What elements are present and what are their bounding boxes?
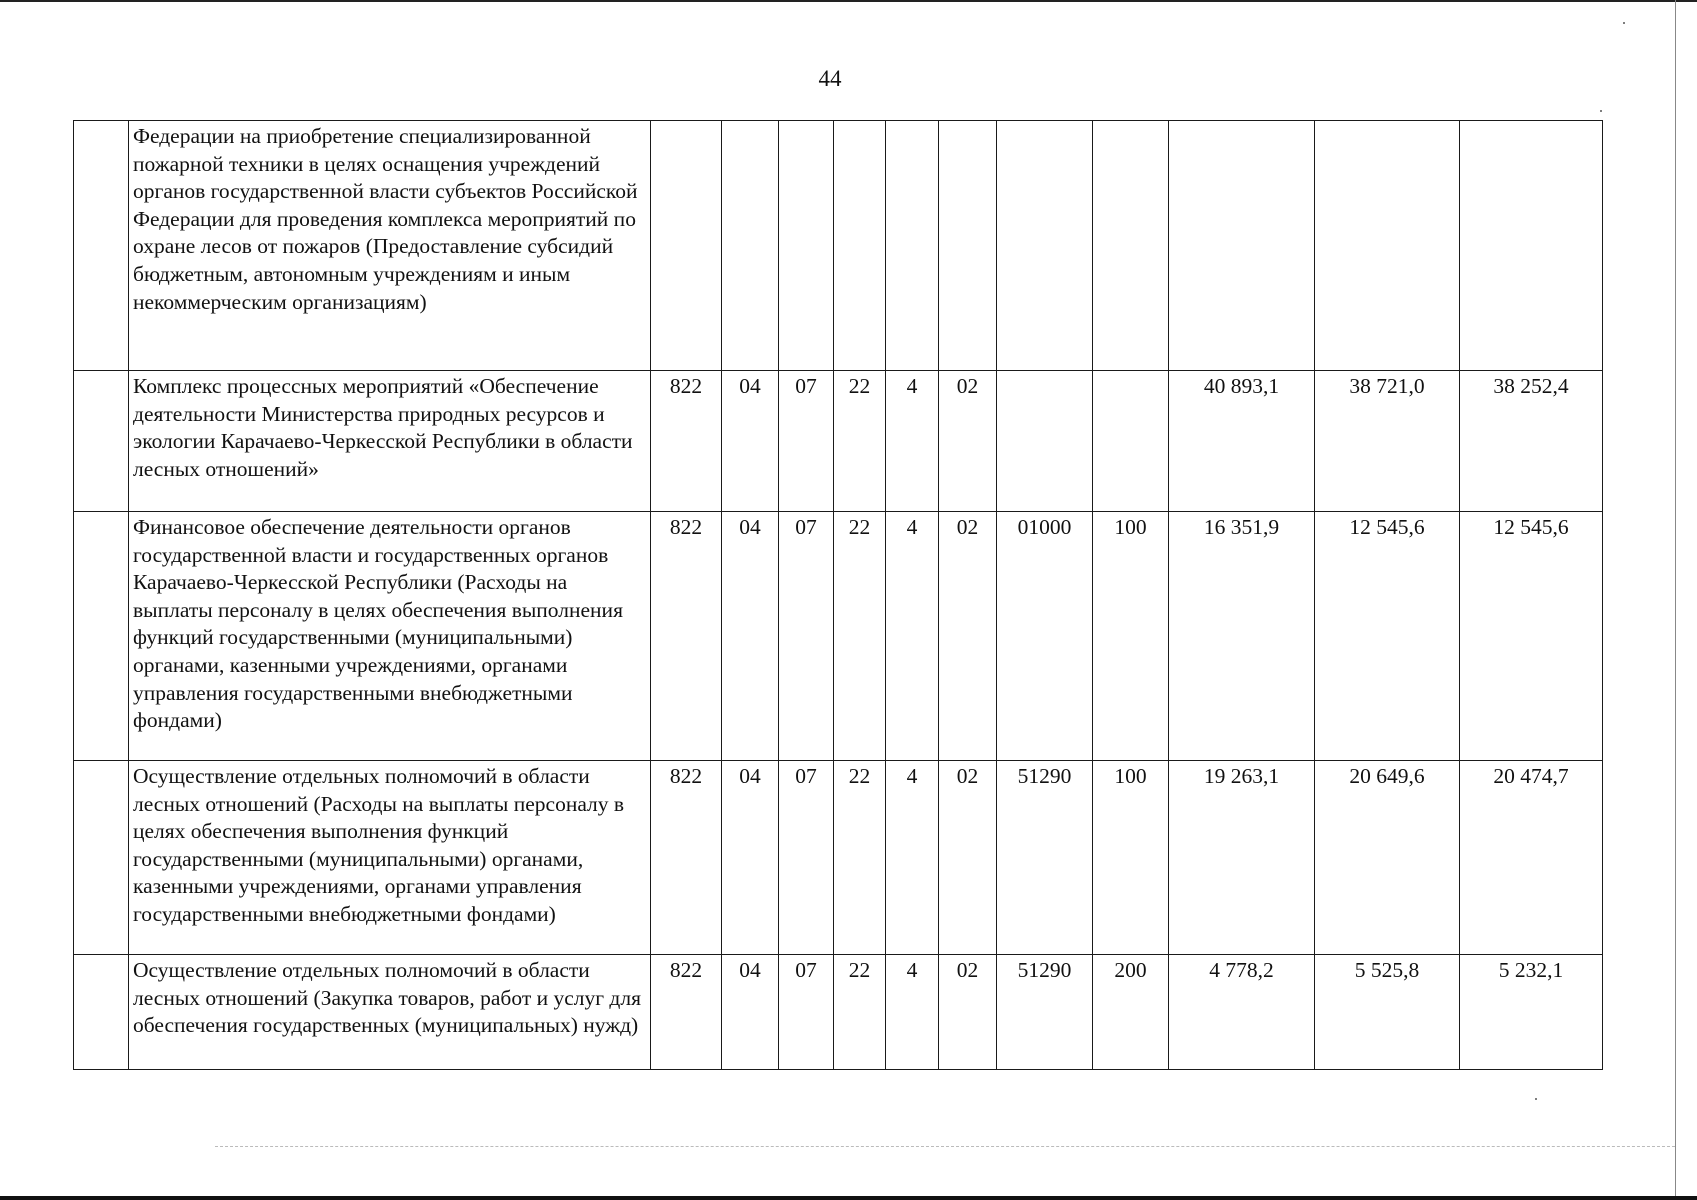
code-type-cell: 4 xyxy=(886,512,939,761)
code-section-cell: 04 xyxy=(722,512,779,761)
amount-year1-cell: 19 263,1 xyxy=(1169,761,1315,955)
description-cell: Осуществление отдельных полномочий в области лесных отношений (Расходы на выплаты персоналу в целях обеспечения выполнения функций государственными (муниципальными) органами, казенными учреждениями, органами управления государственными внебюджетными фондами) xyxy=(129,761,651,955)
amount-year1-cell: 40 893,1 xyxy=(1169,371,1315,512)
code-expense-type-cell: 200 xyxy=(1093,955,1169,1070)
row-index-cell xyxy=(74,955,129,1070)
code-section-cell: 04 xyxy=(722,371,779,512)
code-ministry-cell: 822 xyxy=(651,512,722,761)
code-complex-cell: 02 xyxy=(939,371,997,512)
page-number: 44 xyxy=(818,66,842,91)
code-type-cell: 4 xyxy=(886,955,939,1070)
code-direction-cell: 01000 xyxy=(997,512,1093,761)
code-program-cell: 22 xyxy=(834,761,886,955)
table-row xyxy=(74,955,1603,1070)
amount-year3-cell: 38 252,4 xyxy=(1460,371,1603,512)
table-row xyxy=(74,121,1603,371)
description-cell: Осуществление отдельных полномочий в области лесных отношений (Закупка товаров, работ и услуг для обеспечения государственных (муниципальных) нужд) xyxy=(129,955,651,1070)
amount-year2-cell: 5 525,8 xyxy=(1315,955,1460,1070)
code-section-cell: 04 xyxy=(722,761,779,955)
amount-year1-cell xyxy=(1169,121,1315,371)
scan-bottom-edge xyxy=(0,1196,1697,1200)
code-direction-cell xyxy=(997,121,1093,371)
code-section-cell xyxy=(722,121,779,371)
amount-year1-cell: 4 778,2 xyxy=(1169,955,1315,1070)
row-index-cell xyxy=(74,512,129,761)
scan-speck xyxy=(1535,1098,1537,1100)
code-ministry-cell xyxy=(651,121,722,371)
amount-year3-cell: 20 474,7 xyxy=(1460,761,1603,955)
code-complex-cell xyxy=(939,121,997,371)
code-subsection-cell: 07 xyxy=(779,955,834,1070)
code-ministry-cell: 822 xyxy=(651,761,722,955)
code-direction-cell xyxy=(997,371,1093,512)
code-expense-type-cell: 100 xyxy=(1093,512,1169,761)
code-subsection-cell: 07 xyxy=(779,512,834,761)
code-program-cell xyxy=(834,121,886,371)
table-row xyxy=(74,371,1603,512)
code-expense-type-cell: 100 xyxy=(1093,761,1169,955)
scan-right-edge xyxy=(1675,0,1676,1200)
code-program-cell: 22 xyxy=(834,512,886,761)
code-complex-cell: 02 xyxy=(939,512,997,761)
code-type-cell: 4 xyxy=(886,761,939,955)
table-row xyxy=(74,512,1603,761)
code-type-cell: 4 xyxy=(886,371,939,512)
code-direction-cell: 51290 xyxy=(997,761,1093,955)
code-section-cell: 04 xyxy=(722,955,779,1070)
amount-year2-cell: 38 721,0 xyxy=(1315,371,1460,512)
code-program-cell: 22 xyxy=(834,371,886,512)
code-expense-type-cell xyxy=(1093,121,1169,371)
scan-dashed-line xyxy=(215,1146,1675,1147)
amount-year2-cell: 20 649,6 xyxy=(1315,761,1460,955)
row-index-cell xyxy=(74,761,129,955)
code-subsection-cell: 07 xyxy=(779,761,834,955)
description-cell: Финансовое обеспечение деятельности органов государственной власти и государственных органов Карачаево-Черкесской Республики (Расходы на выплаты персоналу в целях обеспечения выполнения функций государственными (муниципальными) органами, казенными учреждениями, органами управления государственными внебюджетными фондами) xyxy=(129,512,651,761)
amount-year3-cell: 12 545,6 xyxy=(1460,512,1603,761)
table-row xyxy=(74,761,1603,955)
code-subsection-cell xyxy=(779,121,834,371)
code-type-cell xyxy=(886,121,939,371)
scan-speck xyxy=(1623,22,1625,24)
code-subsection-cell: 07 xyxy=(779,371,834,512)
code-complex-cell: 02 xyxy=(939,761,997,955)
code-ministry-cell: 822 xyxy=(651,955,722,1070)
code-program-cell: 22 xyxy=(834,955,886,1070)
code-expense-type-cell xyxy=(1093,371,1169,512)
budget-table xyxy=(73,120,1603,1070)
row-index-cell xyxy=(74,371,129,512)
amount-year2-cell xyxy=(1315,121,1460,371)
code-direction-cell: 51290 xyxy=(997,955,1093,1070)
code-complex-cell: 02 xyxy=(939,955,997,1070)
scan-top-edge xyxy=(0,0,1697,2)
row-index-cell xyxy=(74,121,129,371)
description-cell: Федерации на приобретение специализированной пожарной техники в целях оснащения учреждений органов государственной власти субъектов Российской Федерации для проведения комплекса мероприятий по охране лесов от пожаров (Предоставление субсидий бюджетным, автономным учреждениям и иным некоммерческим организациям) xyxy=(129,121,651,371)
amount-year3-cell: 5 232,1 xyxy=(1460,955,1603,1070)
code-ministry-cell: 822 xyxy=(651,371,722,512)
amount-year1-cell: 16 351,9 xyxy=(1169,512,1315,761)
amount-year2-cell: 12 545,6 xyxy=(1315,512,1460,761)
scan-speck xyxy=(1600,110,1602,112)
description-cell: Комплекс процессных мероприятий «Обеспечение деятельности Министерства природных ресурсов и экологии Карачаево-Черкесской Республики в области лесных отношений» xyxy=(129,371,651,512)
amount-year3-cell xyxy=(1460,121,1603,371)
